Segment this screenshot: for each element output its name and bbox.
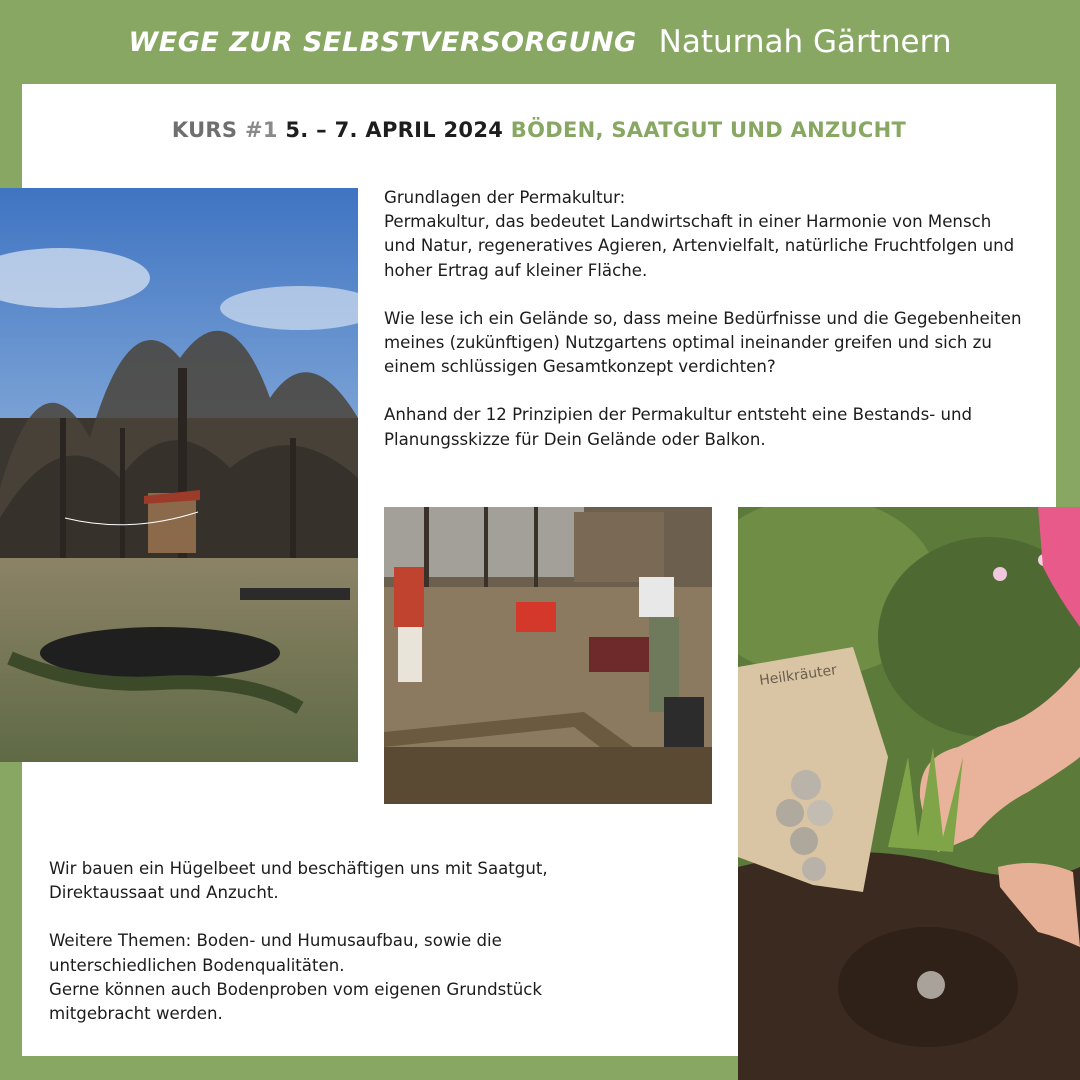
intro-heading: Grundlagen der Permakultur: [384, 188, 626, 207]
course-dates: 5. – 7. APRIL 2024 [285, 118, 504, 142]
planting-hand-photo [738, 507, 1080, 1080]
intro-paragraph-2: Wie lese ich ein Gelände so, dass meine Bedürfnisse und die Gegebenheiten meines (zukünftigen) Nutzgartens optimal ineinander greifen und sich zu einem schlüssigen Gesamtkonzept verdichten? [384, 308, 1022, 377]
course-number: #1 [244, 118, 278, 142]
intro-paragraph-3: Anhand der 12 Prinzipien der Permakultur entsteht eine Bestands- und Planungsskizze für Dein Gelände oder Balkon. [384, 405, 973, 449]
header-subtitle: Naturnah Gärtnern [658, 24, 952, 60]
photo-label-heilkraeuter: Heilkräuter [758, 662, 838, 689]
course-label: KURS [171, 118, 238, 142]
details-text [49, 857, 609, 1050]
header-title: WEGE ZUR SELBSTVERSORGUNG [128, 26, 637, 58]
intro-paragraph-1 [384, 186, 1024, 283]
garden-landscape-photo [0, 188, 358, 762]
course-line [22, 118, 1056, 142]
course-topic: BÖDEN, SAATGUT UND ANZUCHT [510, 118, 907, 142]
details-topics: Weitere Themen: Boden- und Humusaufbau, sowie die unterschiedlichen Bodenqualitäten. [49, 931, 502, 975]
intro-text [384, 186, 1024, 476]
workshop-people-photo [384, 507, 712, 804]
header-bar [0, 0, 1080, 84]
details-paragraph-1: Wir bauen ein Hügelbeet und beschäftigen uns mit Saatgut, Direktaussaat und Anzucht. [49, 859, 548, 903]
details-paragraph-2 [49, 929, 609, 1026]
details-soil-samples: Gerne können auch Bodenproben vom eigenen Grundstück mitgebracht werden. [49, 979, 543, 1024]
intro-body: Permakultur, das bedeutet Landwirtschaft in einer Harmonie von Mensch und Natur, regeneratives Agieren, Artenvielfalt, natürliche Fruchtfolgen und hoher Ertrag auf kleiner Fläche. [384, 212, 1015, 280]
